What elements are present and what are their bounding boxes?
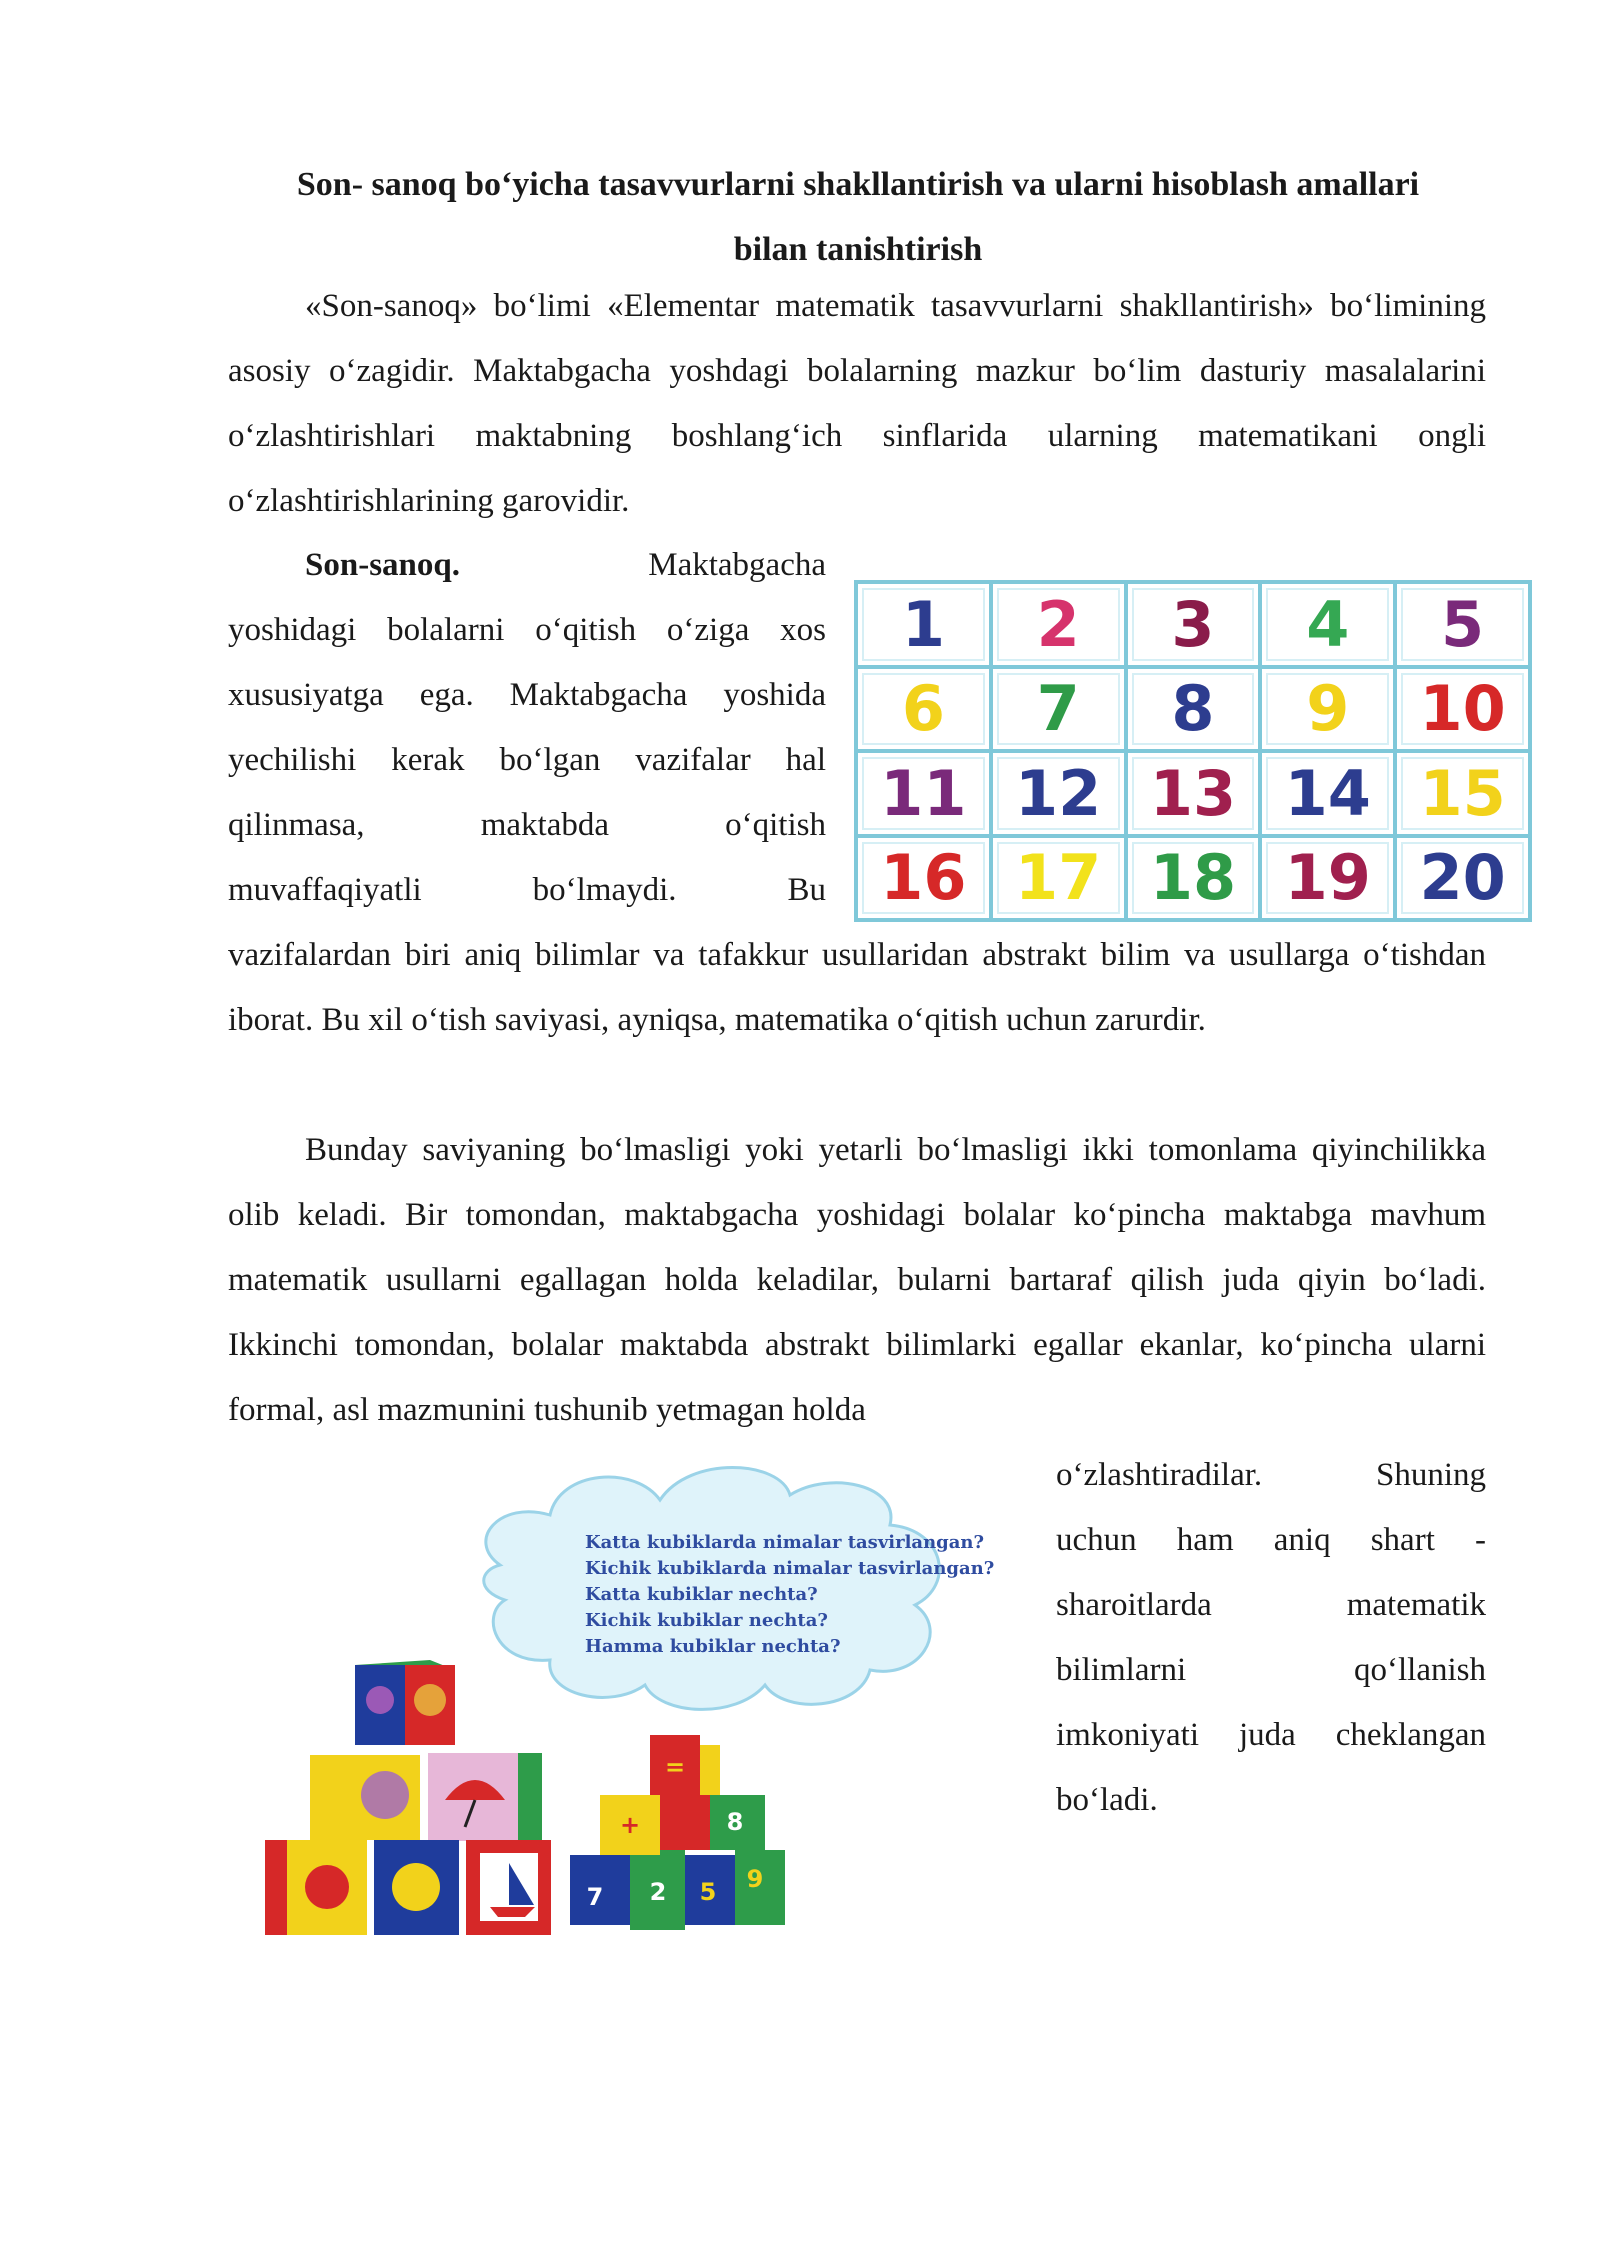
cube-label-plus: + bbox=[619, 1811, 641, 1839]
paragraph-2-line-2: yoshidagi bolalarni o‘qitish o‘ziga xos bbox=[228, 612, 826, 648]
number-cell: 7 bbox=[993, 669, 1124, 750]
cube-label-seven: 7 bbox=[586, 1883, 604, 1911]
paragraph-3-line-3: sharoitlarda matematik bbox=[1056, 1587, 1486, 1623]
paragraph-2-line-4: yechilishi kerak bo‘lgan vazifalar hal bbox=[228, 742, 826, 778]
number-cell: 5 bbox=[1397, 584, 1528, 665]
cloud-question-5: Hamma kubiklar nechta? bbox=[585, 1636, 841, 1657]
number-cell: 9 bbox=[1262, 669, 1393, 750]
cube-middle-right bbox=[428, 1753, 542, 1841]
title-line-1: Son- sanoq bo‘yicha tasavvurlarni shakllantirish va ularni hisoblash amallari bbox=[296, 166, 1420, 203]
paragraph-3-line-2: uchun ham aniq shart - bbox=[1056, 1522, 1486, 1558]
paragraph-3-line-6: bo‘ladi. bbox=[1056, 1782, 1158, 1818]
paragraph-3-line-1: o‘zlashtiradilar. Shuning bbox=[1056, 1457, 1486, 1493]
cube-top bbox=[355, 1660, 455, 1745]
paragraph-2-line-6: muvaffaqiyatli bo‘lmaydi. Bu bbox=[228, 872, 826, 908]
number-cell: 17 bbox=[993, 838, 1124, 919]
number-cell: 14 bbox=[1262, 753, 1393, 834]
cube-label-eight: 8 bbox=[726, 1808, 744, 1836]
number-cell: 1 bbox=[858, 584, 989, 665]
paragraph-3-wrapped bbox=[1056, 1443, 1486, 1833]
number-cell: 2 bbox=[993, 584, 1124, 665]
cube-bottom-right bbox=[466, 1840, 551, 1935]
number-cell: 15 bbox=[1397, 753, 1528, 834]
cloud-question-1: Katta kubiklarda nimalar tasvirlangan? bbox=[585, 1532, 985, 1553]
paragraph-2-line-5: qilinmasa, maktabda o‘qitish bbox=[228, 807, 826, 843]
paragraph-2-wrapped bbox=[228, 533, 826, 923]
number-grid-image bbox=[854, 580, 1532, 922]
number-cell: 18 bbox=[1128, 838, 1259, 919]
big-cubes bbox=[265, 1660, 551, 1935]
cube-middle-left bbox=[310, 1755, 420, 1840]
cloud-question-4: Kichik kubiklar nechta? bbox=[585, 1610, 828, 1631]
number-cell: 4 bbox=[1262, 584, 1393, 665]
cube-label-equals: = bbox=[664, 1753, 686, 1781]
cube-label-five: 5 bbox=[699, 1878, 717, 1906]
number-cell: 12 bbox=[993, 753, 1124, 834]
cube-bottom-middle bbox=[374, 1840, 459, 1935]
number-cell: 6 bbox=[858, 669, 989, 750]
paragraph-2-continuation: vazifalardan biri aniq bilimlar va tafakkur usullaridan abstrakt bilim va usullarga o‘tishdan iborat. Bu xil o‘tish saviyasi, ayniqsa, matematika o‘qitish uchun zarurdir. bbox=[228, 937, 1486, 1038]
number-cell: 8 bbox=[1128, 669, 1259, 750]
paragraph-3-line-5: imkoniyati juda cheklangan bbox=[1056, 1717, 1486, 1753]
number-cell: 3 bbox=[1128, 584, 1259, 665]
page-title bbox=[228, 152, 1488, 282]
number-cell: 20 bbox=[1397, 838, 1528, 919]
paragraph-2-line-3: xususiyatga ega. Maktabgacha yoshida bbox=[228, 677, 826, 713]
cube-label-nine: 9 bbox=[746, 1865, 764, 1893]
cube-bottom-left bbox=[265, 1840, 367, 1935]
paragraph-2-line-1 bbox=[228, 533, 826, 598]
number-cell: 19 bbox=[1262, 838, 1393, 919]
cloud-question-3: Katta kubiklar nechta? bbox=[585, 1584, 818, 1605]
title-line-2: bilan tanishtirish bbox=[733, 231, 983, 268]
paragraph-2-line-1-text: Maktabgacha bbox=[648, 547, 826, 583]
paragraph-2-lead: Son-sanoq. bbox=[305, 547, 460, 583]
paragraph-3-line-4: bilimlarni qo‘llanish bbox=[1056, 1652, 1486, 1688]
number-cell: 13 bbox=[1128, 753, 1259, 834]
number-cell: 16 bbox=[858, 838, 989, 919]
number-cell: 10 bbox=[1397, 669, 1528, 750]
number-cell: 11 bbox=[858, 753, 989, 834]
paragraph-3: Bunday saviyaning bo‘lmasligi yoki yetarli bo‘lmasligi ikki tomonlama qiyinchilikka olib keladi. Bir tomondan, maktabgacha yoshidagi bolalar ko‘pincha maktabga mavhum matematik usullarni egallagan holda keladilar, bularni bartaraf qilish juda qiyin bo‘ladi. Ikkinchi tomondan, bolalar maktabda abstrakt bilimlarki egallar ekanlar, ko‘pincha ularni formal, asl mazmunini tushunib yetmagan holda bbox=[228, 1132, 1486, 1428]
cloud-questions bbox=[585, 1530, 1005, 1660]
cubes-illustration bbox=[250, 1455, 1030, 1975]
cube-label-two: 2 bbox=[649, 1878, 667, 1906]
paragraph-1: «Son-sanoq» bo‘limi «Elementar matematik tasavvurlarni shakllantirish» bo‘limining asosiy o‘zagidir. Maktabgacha yoshdagi bolalarning mazkur bo‘lim dasturiy masalalarini o‘zlashtirishlari maktabning boshlang‘ich sinflarida ularning matematikani ongli o‘zlashtirishlarining garovidir. bbox=[228, 288, 1486, 519]
cloud-question-2: Kichik kubiklarda nimalar tasvirlangan? bbox=[585, 1558, 995, 1579]
